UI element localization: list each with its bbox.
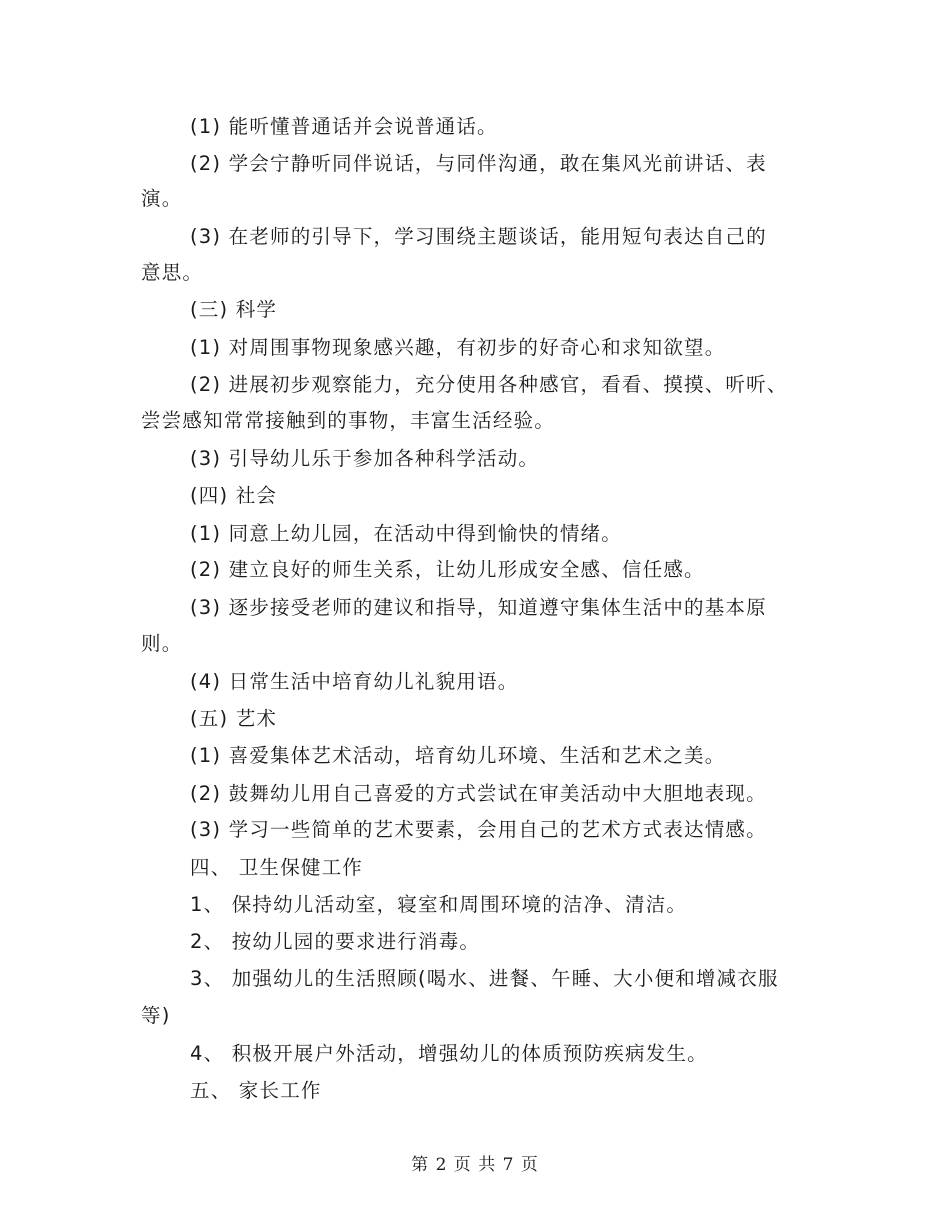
paragraph-line: (3) 学习一些简单的艺术要素，会用自己的艺术方式表达情感。 [190, 818, 767, 841]
paragraph-line: 演。 [141, 187, 183, 210]
paragraph-line: (2) 进展初步观察能力，充分使用各种感官，看看、摸摸、听听、 [190, 373, 788, 396]
paragraph-line: 4、 积极开展户外活动，增强幼儿的体质预防疾病发生。 [190, 1042, 708, 1065]
paragraph-line: 尝尝感知常常接触到的事物，丰富生活经验。 [141, 409, 556, 432]
paragraph-line: (1) 对周围事物现象感兴趣，有初步的好奇心和求知欲望。 [190, 336, 726, 359]
paragraph-line: (2) 鼓舞幼儿用自己喜爱的方式尝试在审美活动中大胆地表现。 [190, 782, 767, 805]
paragraph-line: (1) 喜爱集体艺术活动，培育幼儿环境、生活和艺术之美。 [190, 744, 726, 767]
paragraph-line: (3) 引导幼儿乐于参加各种科学活动。 [190, 447, 540, 470]
section-heading: 四、 卫生保健工作 [190, 856, 363, 879]
paragraph-line: (1) 能听懂普通话并会说普通话。 [190, 115, 498, 138]
paragraph-line: 1、 保持幼儿活动室，寝室和周围环境的洁净、清洁。 [190, 893, 688, 916]
paragraph-line: (2) 建立良好的师生关系，让幼儿形成安全感、信任感。 [190, 558, 705, 581]
section-heading: (三) 科学 [190, 298, 278, 321]
section-heading: 五、 家长工作 [190, 1079, 322, 1102]
paragraph-line: (1) 同意上幼儿园，在活动中得到愉快的情绪。 [190, 522, 622, 545]
paragraph-line: 3、 加强幼儿的生活照顾(喝水、进餐、午睡、大小便和增减衣服 [190, 967, 779, 990]
section-heading: (五) 艺术 [190, 707, 278, 730]
paragraph-line: 则。 [141, 632, 183, 655]
paragraph-line: (4) 日常生活中培育幼儿礼貌用语。 [190, 670, 519, 693]
paragraph-line: (2) 学会宁静听同伴说话，与同伴沟通，敢在集风光前讲话、表 [190, 152, 767, 175]
paragraph-line: 2、 按幼儿园的要求进行消毒。 [190, 930, 481, 953]
paragraph-line: (3) 在老师的引导下，学习围绕主题谈话，能用短句表达自己的 [190, 225, 767, 248]
section-heading: (四) 社会 [190, 484, 278, 507]
paragraph-line: 等) [141, 1004, 171, 1027]
page-number-footer: 第 2 页 共 7 页 [411, 1155, 539, 1175]
paragraph-line: 意思。 [141, 261, 204, 284]
paragraph-line: (3) 逐步接受老师的建议和指导，知道遵守集体生活中的基本原 [190, 596, 767, 619]
